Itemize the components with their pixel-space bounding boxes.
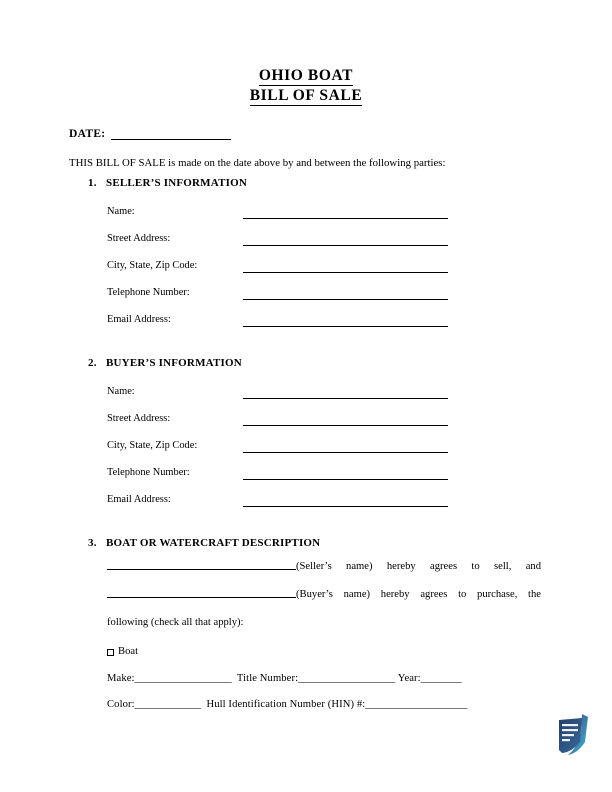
section-number-2: 2. bbox=[88, 357, 97, 369]
color-input[interactable]: _____________ bbox=[134, 699, 201, 710]
field-row bbox=[107, 286, 437, 313]
intro-paragraph: THIS BILL OF SALE is made on the date above by and between the following parties: bbox=[69, 157, 446, 169]
hin-label: Hull Identification Number (HIN) #: bbox=[206, 699, 366, 710]
section-number-3: 3. bbox=[88, 537, 97, 549]
section-number-1: 1. bbox=[88, 177, 97, 189]
field-row bbox=[107, 466, 437, 493]
make-title-year-row bbox=[107, 672, 462, 686]
document-logo bbox=[552, 712, 596, 758]
title-number-label: Title Number: bbox=[236, 673, 299, 684]
section-title-2: BUYER’S INFORMATION bbox=[106, 357, 242, 369]
date-row bbox=[69, 128, 231, 140]
seller-fields bbox=[107, 205, 437, 340]
field-input-name[interactable] bbox=[243, 398, 448, 399]
field-label-name: Name: bbox=[107, 206, 135, 217]
buyer-clause-text: (Buyer’s name) hereby agrees to purchase, the bbox=[296, 589, 541, 600]
field-label-telephone: Telephone Number: bbox=[107, 467, 190, 478]
title-number-input[interactable]: ___________________ bbox=[298, 673, 396, 684]
description-body bbox=[107, 556, 541, 634]
field-label-street: Street Address: bbox=[107, 233, 171, 244]
field-label-city: City, State, Zip Code: bbox=[107, 440, 198, 451]
field-row bbox=[107, 493, 437, 520]
color-hin-row bbox=[107, 698, 467, 712]
section-heading-buyer bbox=[88, 357, 242, 369]
field-row bbox=[107, 232, 437, 259]
field-label-telephone: Telephone Number: bbox=[107, 287, 190, 298]
field-input-name[interactable] bbox=[243, 218, 448, 219]
date-label: DATE: bbox=[69, 128, 106, 140]
year-input[interactable]: ________ bbox=[420, 673, 462, 684]
checkbox-icon[interactable] bbox=[107, 649, 114, 656]
year-label: Year: bbox=[397, 673, 421, 684]
field-input-street[interactable] bbox=[243, 425, 448, 426]
make-input[interactable]: ___________________ bbox=[134, 673, 232, 684]
field-label-city: City, State, Zip Code: bbox=[107, 260, 198, 271]
field-row bbox=[107, 412, 437, 439]
seller-clause-text: (Seller’s name) hereby agrees to sell, and bbox=[296, 561, 541, 572]
field-label-email: Email Address: bbox=[107, 494, 171, 505]
field-label-email: Email Address: bbox=[107, 314, 171, 325]
field-row bbox=[107, 313, 437, 340]
document-logo-icon bbox=[552, 712, 596, 758]
buyer-name-input[interactable] bbox=[107, 585, 296, 598]
seller-name-line bbox=[107, 556, 541, 584]
title-line-2-text: BILL OF SALE bbox=[249, 87, 363, 104]
field-row bbox=[107, 439, 437, 466]
field-input-street[interactable] bbox=[243, 245, 448, 246]
make-label: Make: bbox=[107, 673, 135, 684]
checkbox-label-boat: Boat bbox=[118, 646, 139, 657]
section-heading-seller bbox=[88, 177, 247, 189]
title-line-2 bbox=[0, 86, 612, 106]
section-title-3: BOAT OR WATERCRAFT DESCRIPTION bbox=[106, 537, 321, 549]
title-line-1 bbox=[0, 66, 612, 86]
field-input-email[interactable] bbox=[243, 506, 448, 507]
field-label-street: Street Address: bbox=[107, 413, 171, 424]
seller-name-input[interactable] bbox=[107, 557, 296, 570]
field-input-telephone[interactable] bbox=[243, 299, 448, 300]
field-input-telephone[interactable] bbox=[243, 479, 448, 480]
section-title-1: SELLER’S INFORMATION bbox=[106, 177, 248, 189]
follow-text: following (check all that apply): bbox=[107, 617, 244, 628]
buyer-fields bbox=[107, 385, 437, 520]
color-label: Color: bbox=[107, 699, 135, 710]
document-title bbox=[0, 66, 612, 106]
date-input-line[interactable] bbox=[111, 128, 231, 140]
section-heading-description bbox=[88, 537, 320, 549]
field-input-city[interactable] bbox=[243, 272, 448, 273]
checkbox-boat[interactable] bbox=[107, 645, 138, 659]
field-input-city[interactable] bbox=[243, 452, 448, 453]
field-row bbox=[107, 259, 437, 286]
field-label-name: Name: bbox=[107, 386, 135, 397]
buyer-name-line bbox=[107, 584, 541, 612]
title-line-1-text: OHIO BOAT bbox=[258, 67, 354, 84]
field-row bbox=[107, 205, 437, 232]
field-row bbox=[107, 385, 437, 412]
field-input-email[interactable] bbox=[243, 326, 448, 327]
hin-input[interactable]: ____________________ bbox=[365, 699, 468, 710]
